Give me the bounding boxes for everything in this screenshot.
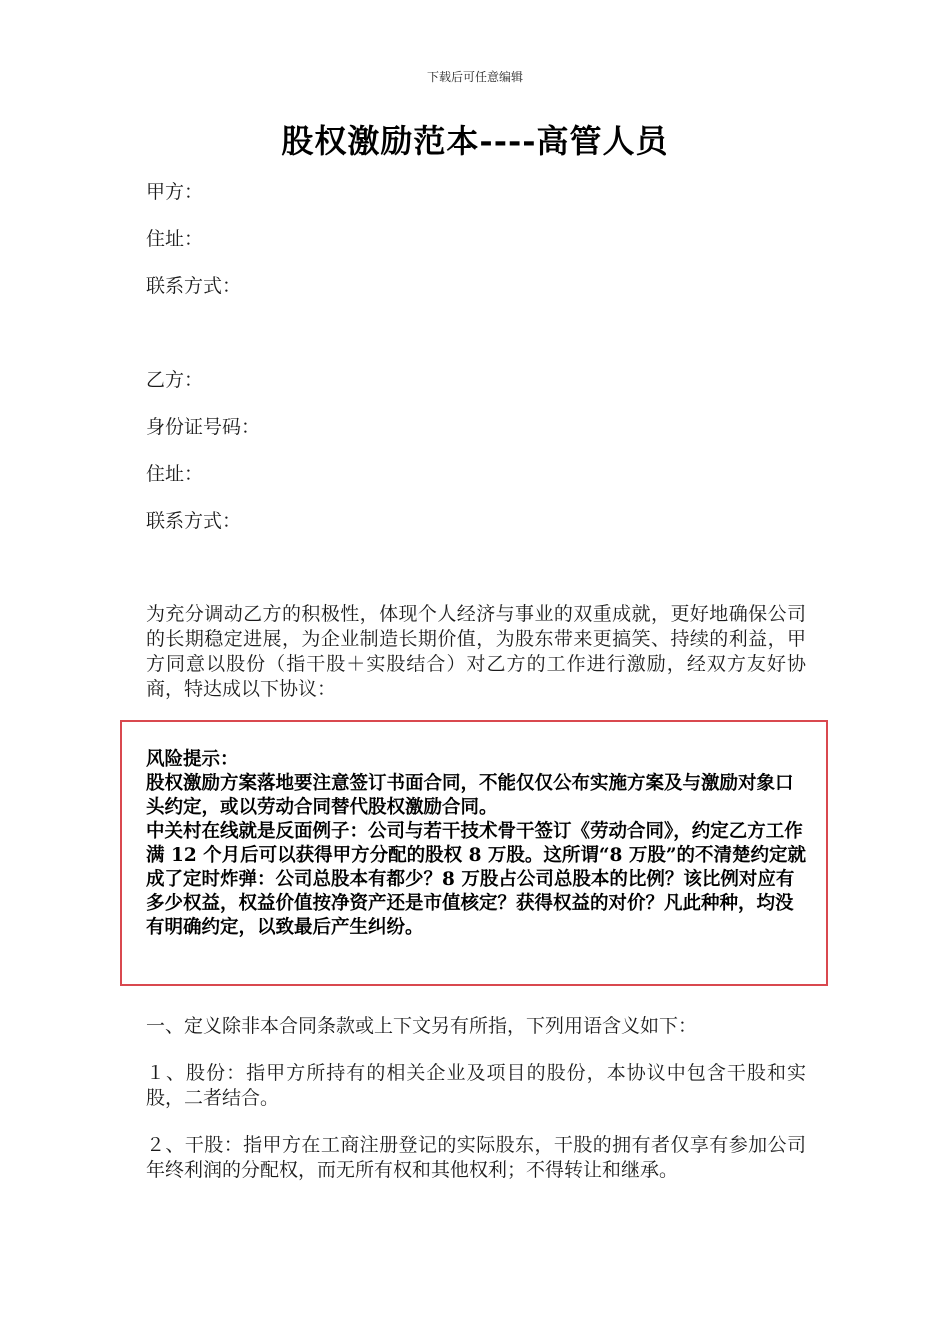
- party-a-name-label: 甲方：: [146, 181, 204, 203]
- header-note: 下载后可任意编辑: [426, 70, 523, 84]
- party-a-contact-label: 联系方式：: [146, 275, 242, 297]
- risk-notice-box: [120, 720, 828, 986]
- document-title: 股权激励范本----高管人员: [281, 122, 669, 160]
- section-one-heading: 一、定义除非本合同条款或上下文另有所指，下列用语含义如下：: [146, 1015, 698, 1037]
- party-b-contact-label: 联系方式：: [146, 510, 242, 532]
- risk-notice-content: [146, 748, 806, 940]
- party-b-name-label: 乙方：: [146, 369, 204, 391]
- section-one-item-2: ２、干股：指甲方在工商注册登记的实际股东，干股的拥有者仅享有参加公司年终利润的分配权，而无所有权和其他权利；不得转让和继承。: [146, 1134, 806, 1181]
- section-one-item-1: １、股份：指甲方所持有的相关企业及项目的股份，本协议中包含干股和实股，二者结合。: [146, 1062, 806, 1109]
- party-a-address-label: 住址：: [146, 228, 204, 250]
- risk-notice-line-1: 股权激励方案落地要注意签订书面合同，不能仅仅公布实施方案及与激励对象口头约定，或以劳动合同替代股权激励合同。: [146, 773, 794, 818]
- party-b-id-label: 身份证号码：: [146, 416, 261, 438]
- risk-notice-line-2: 中关村在线就是反面例子：公司与若干技术骨干签订《劳动合同》，约定乙方工作满 12 个月后可以获得甲方分配的股权 8 万股。这所谓“8 万股”的不清楚约定就成了定时炸弹：公司总股本有都少？8 万股占公司总股本的比例？该比例对应有多少权益，权益价值按净资产还是市值核定？获得权益的对价？凡此种种，均没有明确约定，以致最后产生纠纷。: [146, 821, 806, 938]
- party-b-address-label: 住址：: [146, 463, 204, 485]
- intro-paragraph: 为充分调动乙方的积极性，体现个人经济与事业的双重成就，更好地确保公司的长期稳定进展，为企业制造长期价值，为股东带来更搞笑、持续的利益，甲方同意以股份（指干股＋实股结合）对乙方的工作进行激励，经双方友好协商，特达成以下协议：: [146, 603, 806, 700]
- risk-notice-heading: 风险提示：: [146, 749, 239, 770]
